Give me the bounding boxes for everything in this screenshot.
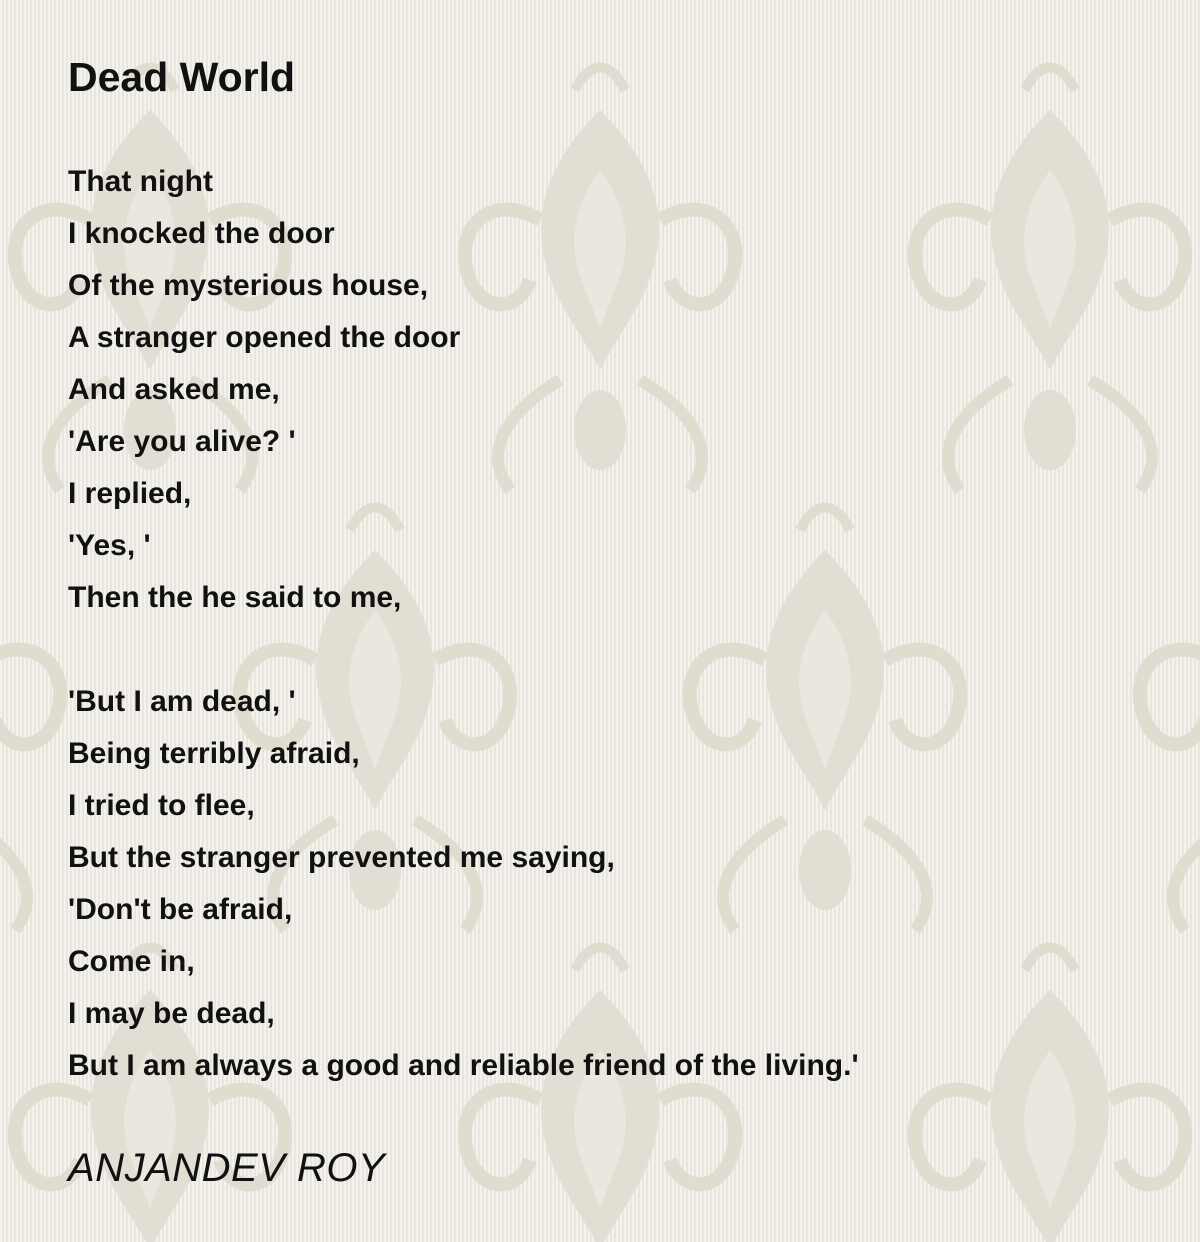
poem-line: But the stranger prevented me saying, (68, 841, 615, 874)
poem-author: ANJANDEV ROY (68, 1146, 386, 1190)
poem-line: Being terribly afraid, (68, 737, 360, 770)
poem-line: I may be dead, (68, 997, 275, 1030)
poem-line: Then the he said to me, (68, 581, 402, 614)
poem-line: 'Don't be afraid, (68, 893, 293, 926)
poem-stanza-2 (68, 676, 1168, 1092)
poem-line: A stranger opened the door (68, 321, 461, 354)
poem-line: I knocked the door (68, 217, 335, 250)
poem-line: 'Yes, ' (68, 529, 151, 562)
poem-line: 'But I am dead, ' (68, 685, 296, 718)
poem-line: 'Are you alive? ' (68, 425, 296, 458)
poem-line: But I am always a good and reliable friend of the living.' (68, 1049, 859, 1082)
poem-title: Dead World (68, 54, 296, 100)
poem-line: That night (68, 165, 213, 198)
poem-line: I tried to flee, (68, 789, 255, 822)
poem-line: Come in, (68, 945, 195, 978)
poem-line: I replied, (68, 477, 192, 510)
poem-container (68, 52, 1168, 1192)
poem-line: And asked me, (68, 373, 280, 406)
poem-stanza-1 (68, 156, 1168, 624)
poem-line: Of the mysterious house, (68, 269, 429, 302)
